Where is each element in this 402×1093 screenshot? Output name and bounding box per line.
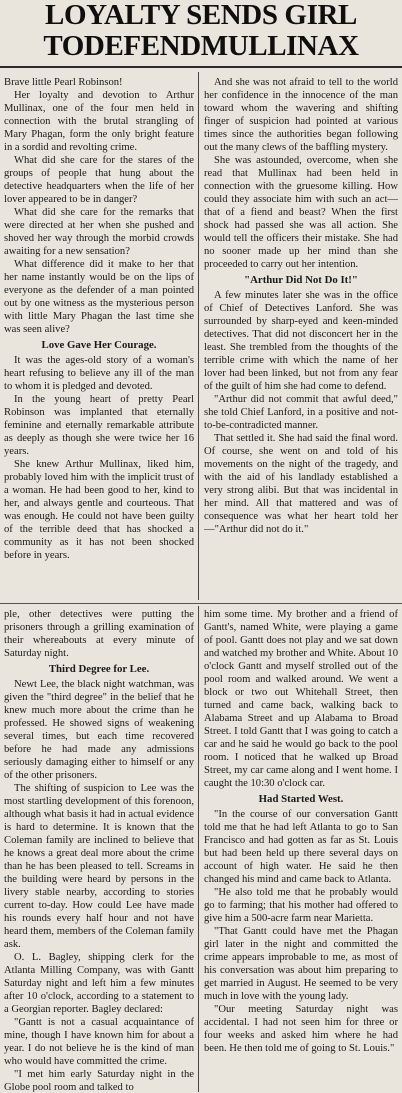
- paragraph: She knew Arthur Mullinax, liked him, probably loved him with the implicit trust of a woman. He had been good to her, kind to her, and always gentle and courteous. That was enough. He could not have been guilty of the terrible deed that has shocked a community as it has not been shocked before in years.: [4, 459, 194, 561]
- paragraph: Newt Lee, the black night watchman, was given the "third degree" in the belief that he knew much more about the crime than he professed. He showed signs of weakening several times, but each time recovered before he had made any admissions seriously damaging either to himself or any of the other prisoners.: [4, 679, 194, 781]
- paragraph: "Our meeting Saturday night was accidental. I had not seen him for three or four weeks and asked him where he had been. He then told me of going to St. Louis.": [204, 1004, 398, 1054]
- paragraph: What difference did it make to her that her name instantly would be on the lips of everyone as the defender of a man pointed out by one witness as the mysterious person with little Mary Phagan the last time she was seen alive?: [4, 259, 194, 335]
- upper-right-column: [204, 76, 398, 600]
- paragraph: It was the ages-old story of a woman's heart refusing to believe any ill of the man to whom it is pledged and devoted.: [4, 355, 194, 392]
- paragraph: him some time. My brother and a friend of Gantt's, named White, were playing a game of pool. Gantt does not play and we sat down and watched my brother and White. About 10 o'clock Gantt and myself strolled out of the pool room and walked around. We went a block or two out Whitehall Street, then turned and came back, walking back to Alabama Street and up Alabama to Broad Street. I told Gantt that I was going to catch a car and he said he would go back to the pool room. I noticed that he walked up Broad Street, my car came along and I went home. I caught the 10:30 o'clock car.: [204, 609, 398, 789]
- lower-left-column: [4, 608, 194, 1092]
- headline-line-1: LOYALTY SENDS GIRL: [45, 0, 357, 31]
- lower-right-column: [204, 608, 398, 1092]
- paragraph: "That Gantt could have met the Phagan girl later in the night and committed the crime appears improbable to me, as most of his conversation was about him preparing to get married in August. He seemed to be very much in love with the young lady.: [204, 926, 398, 1002]
- paragraph: What did she care for the remarks that were directed at her when she pushed and shoved her way through the morbid crowds awaiting for a new sensation?: [4, 207, 194, 257]
- paragraph: "I met him early Saturday night in the Globe pool room and talked to: [4, 1069, 194, 1092]
- paragraph: ple, other detectives were putting the prisoners through a grilling examination of their whereabouts at every minute of Saturday night.: [4, 609, 194, 659]
- section-rule: [0, 603, 402, 604]
- paragraph: "In the course of our conversation Gantt told me that he had left Atlanta to go to San Francisco and had gotten as far as St. Louis but had been held up there several days on account of high water. He said he then changed his mind and came back to Atlanta.: [204, 809, 398, 885]
- headline-line-2: TODEFENDMULLINAX: [43, 30, 359, 62]
- headline-rule: [0, 66, 402, 68]
- paragraph: The shifting of suspicion to Lee was the most startling development of this forenoon, although what basis it had in actual evidence is hard to determine. It is known that the Coleman family are inclined to believe that he knows a great deal more about the crime than he has been pleased to tell. Screams in the building were heard by persons in the livery stable nearby, according to stories current to-day. How could Lee have made his rounds every half hour and not have heard them, members of the Coleman family ask.: [4, 783, 194, 950]
- column-rule: [198, 606, 199, 1092]
- paragraph: "Arthur did not commit that awful deed," she told Chief Lanford, in a positive and not-to-be-contradicted manner.: [204, 394, 398, 431]
- paragraph: O. L. Bagley, shipping clerk for the Atlanta Milling Company, was with Gantt Saturday night and left him a few minutes after 10 o'clock, according to a statement to a Georgian reporter. Bagley declared:: [4, 952, 194, 1015]
- subhead: "Arthur Did Not Do It!": [244, 274, 358, 286]
- paragraph: "Gantt is not a casual acquaintance of mine, though I have known him for about a year. I do not believe he is the kind of man who would have committed the crime.: [4, 1017, 194, 1067]
- headline: [0, 0, 402, 66]
- column-rule: [198, 72, 199, 600]
- subhead: Had Started West.: [258, 793, 344, 805]
- paragraph: A few minutes later she was in the office of Chief of Detectives Lanford. She was surrounded by sharp-eyed and keen-minded detectives. That did not disconcert her in the least. She trembled from the thoughts of the terrible crime with which the name of her lover had been linked, but not from any fear of the guilt of him she had come to defend.: [204, 290, 398, 392]
- paragraph: And she was not afraid to tell to the world her confidence in the innocence of the man toward whom the wavering and shifting finger of suspicion had pointed at various times since the authorities began following out the many clews of the baffling mystery.: [204, 77, 398, 153]
- paragraph: What did she care for the stares of the groups of people that hung about the detective headquarters when the life of her lover appeared to be in danger?: [4, 155, 194, 205]
- paragraph: Brave little Pearl Robinson!: [4, 77, 123, 88]
- subhead: Love Gave Her Courage.: [41, 339, 157, 351]
- paragraph: "He also told me that he probably would go to farming; that his mother had offered to give him a 500-acre farm near Marietta.: [204, 887, 398, 924]
- paragraph: In the young heart of pretty Pearl Robinson was implanted that eternally feminine and eternally remarkable attribute as deeply as though she were twice her 16 years.: [4, 394, 194, 457]
- paragraph: That settled it. She had said the final word. Of course, she went on and told of his movements on the night of the tragedy, and with the aid of his landlady established a very strong alibi. But that was incidental in her mind. All that mattered and was of consequence was what her heart told her—"Arthur did not do it.": [204, 433, 398, 535]
- subhead: Third Degree for Lee.: [48, 663, 150, 675]
- upper-left-column: [4, 76, 194, 600]
- paragraph: She was astounded, overcome, when she read that Mullinax had been held in connection with the gruesome killing. How could they associate him with such an act—that of a fiend and beast? When the first shock had passed she was all action. She would tell the officers their mistake. She had no sooner made up her mind than she proceeded to carry out her intention.: [204, 155, 398, 270]
- paragraph: Her loyalty and devotion to Arthur Mullinax, one of the four men held in connection with the brutal strangling of Mary Phagan, form the only bright feature in a sordid and revolting crime.: [4, 90, 194, 153]
